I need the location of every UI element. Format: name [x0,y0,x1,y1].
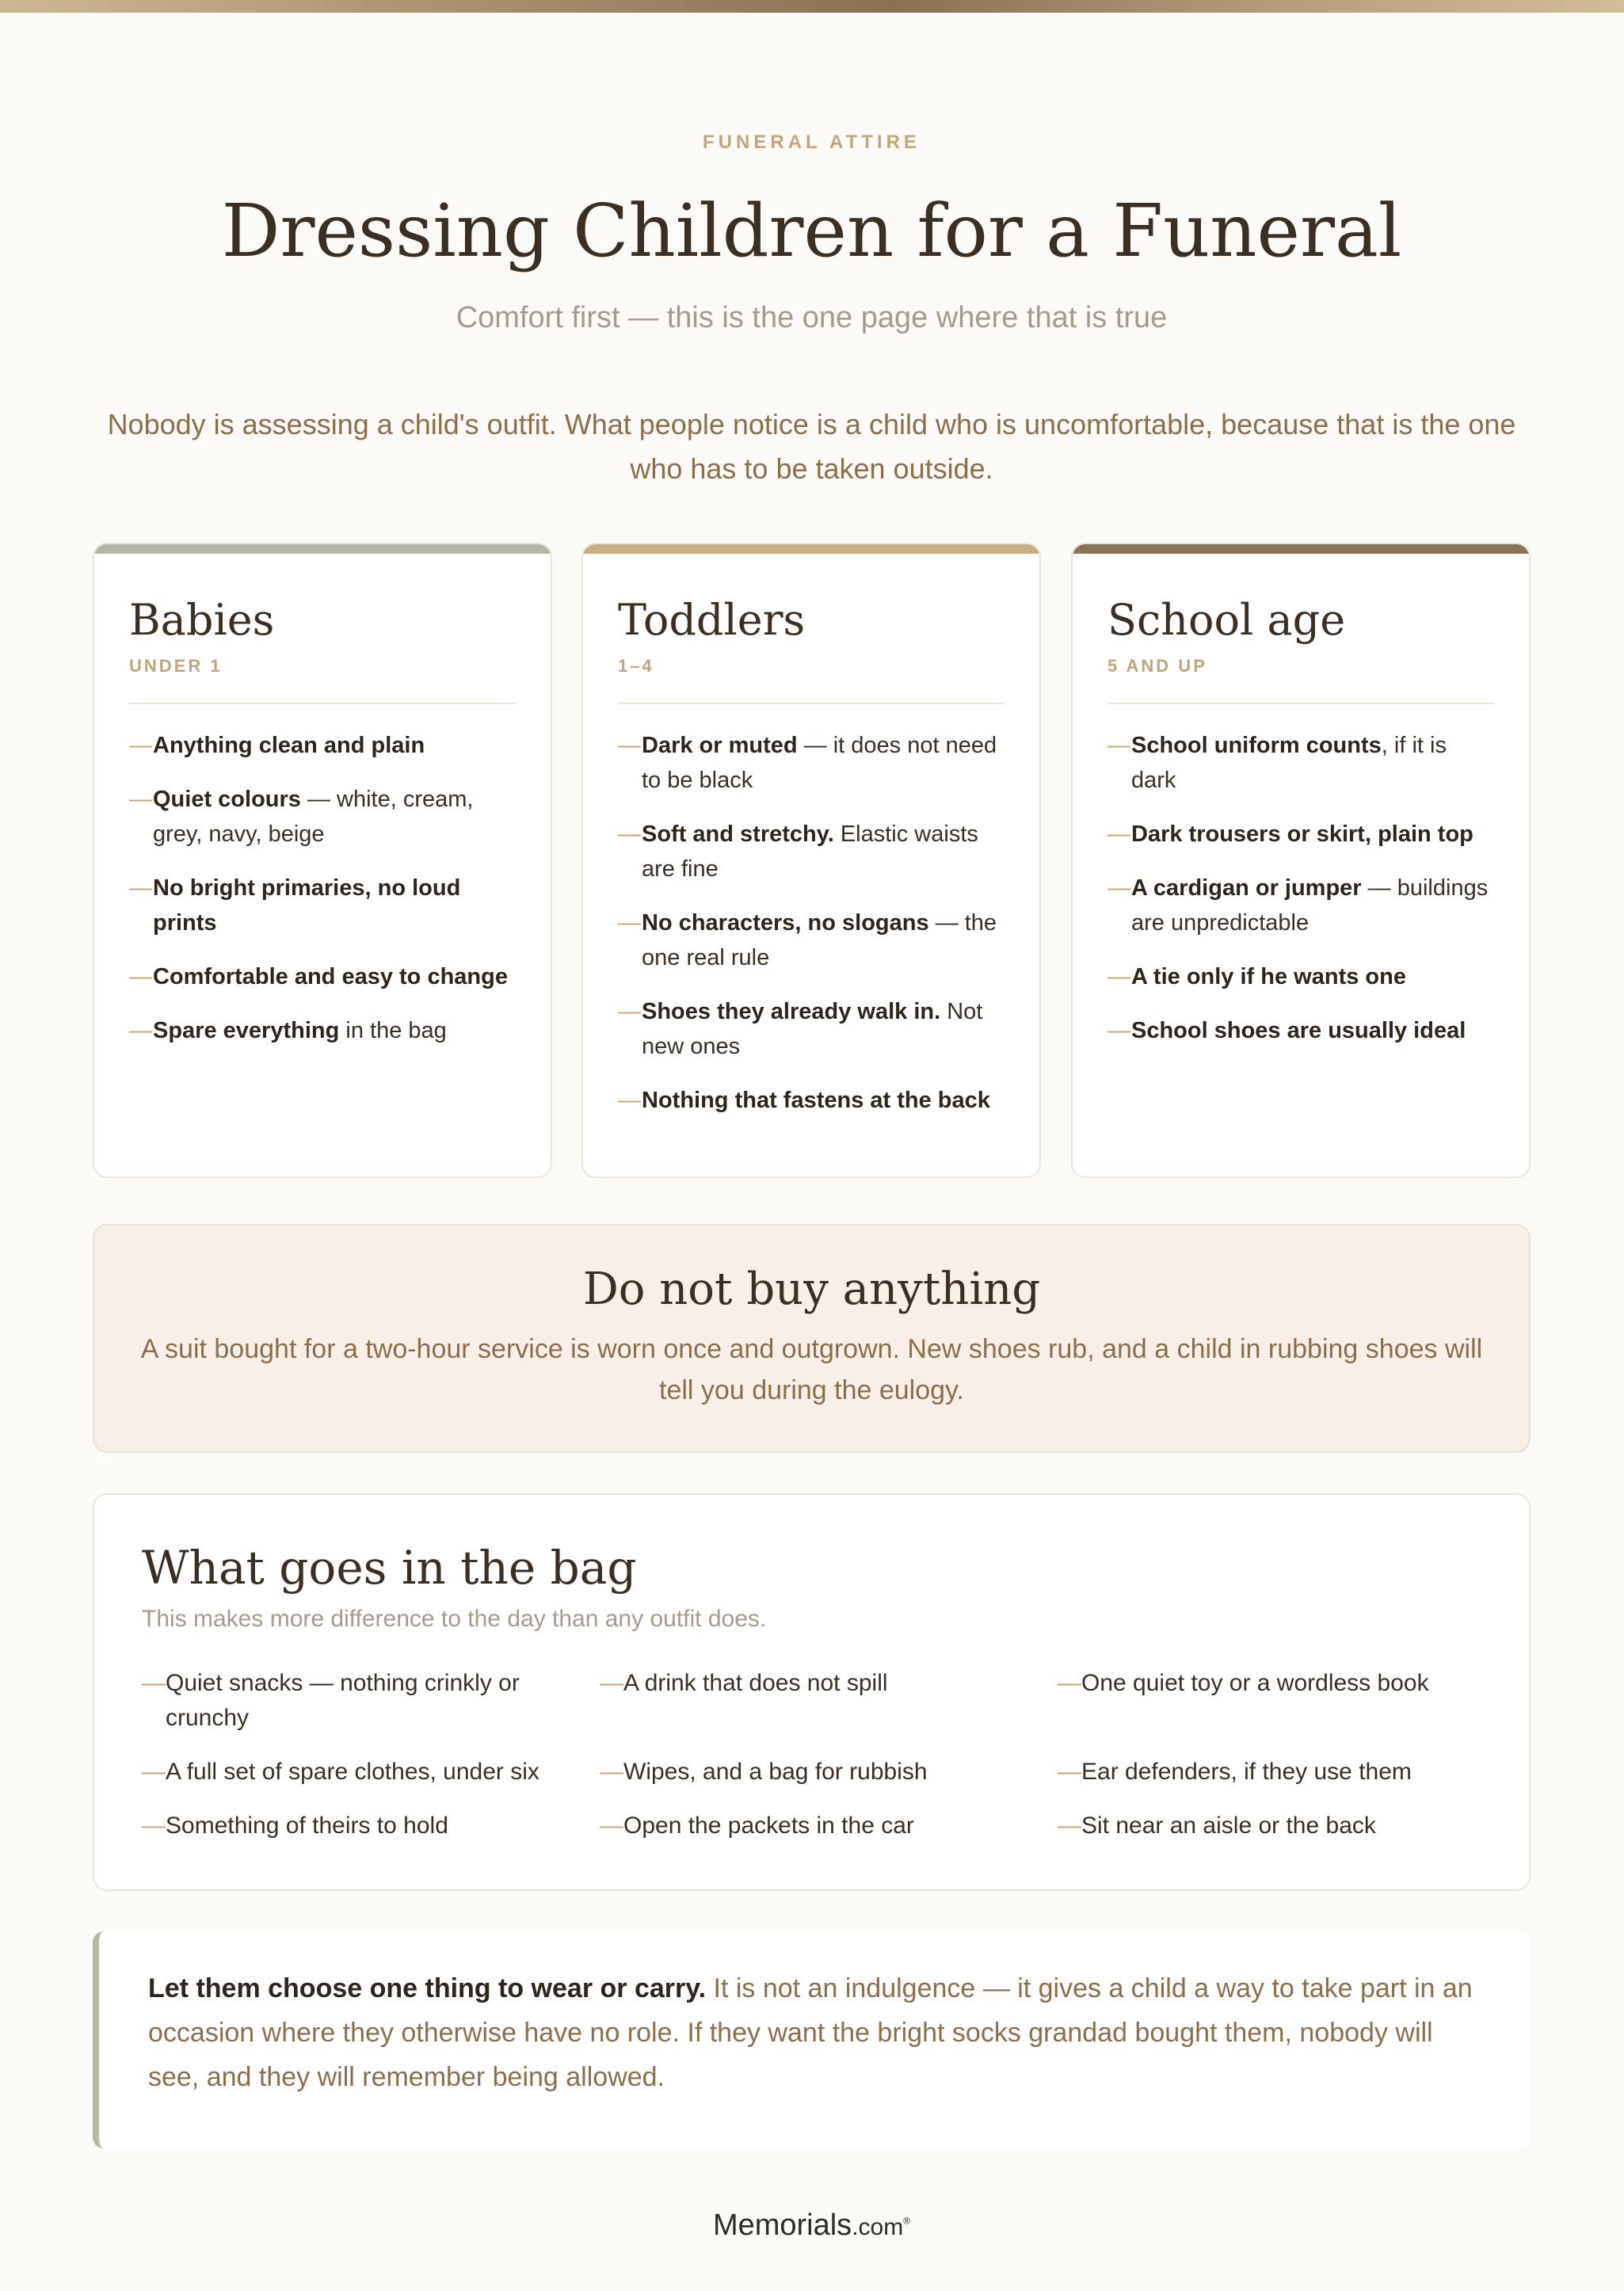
dash-bullet-icon: — [129,875,152,901]
list-item: — Soft and stretchy. Elastic waists are fine [618,817,1008,886]
card-accent-bar [1073,544,1529,554]
top-accent-bar [0,0,1624,13]
dash-bullet-icon: — [600,1670,623,1696]
dash-bullet-icon: — [1107,821,1130,847]
dash-bullet-icon: — [618,1088,641,1113]
card-divider [618,703,1005,704]
list-item: — Quiet snacks — nothing crinkly or crunchy [142,1666,600,1736]
eyebrow-label: FUNERAL ATTIRE [703,132,921,153]
intro-text: Nobody is assessing a child's outfit. What people notice is a child who is uncomfortable, because that is the one who has to be taken outside. [107,408,1516,485]
list-item: — Dark or muted — it does not need to be black [618,728,1008,798]
list-item: — A full set of spare clothes, under six [142,1755,600,1790]
bag-subtitle: This makes more difference to the day than any outfit does. [142,1606,767,1632]
dash-bullet-icon: — [600,1759,623,1785]
bag-items-grid [142,1666,1504,1843]
card-list [129,728,519,1067]
card-accent-bar [583,544,1039,554]
dash-bullet-icon: — [142,1813,166,1839]
dash-bullet-icon: — [129,787,152,812]
list-item: — Something of theirs to hold [142,1809,600,1843]
list-item: — Quiet colours — white, cream, grey, navy, beige [129,782,519,852]
list-item: — Nothing that fastens at the back [618,1083,1008,1118]
page-title: Dressing Children for a Funeral [221,189,1402,273]
list-item: — Ear defenders, if they use them [1058,1755,1504,1790]
list-item: — No bright primaries, no loud prints [129,871,519,940]
dash-bullet-icon: — [129,1018,152,1043]
callout-text: A suit bought for a two-hour service is worn once and outgrown. New shoes rub, and a child in rubbing shoes will tell you during the eulogy. [140,1334,1483,1405]
logo-suffix: .com [852,2214,904,2240]
dash-bullet-icon: — [1107,1018,1130,1043]
list-item: — School uniform counts, if it is dark [1107,728,1497,798]
list-item: — School shoes are usually ideal [1107,1013,1497,1048]
callout-title: Do not buy anything [582,1264,1041,1315]
dash-bullet-icon: — [1107,964,1130,989]
list-item: — Open the packets in the car [600,1809,1058,1843]
card-title: Toddlers [618,595,806,645]
list-item: — Sit near an aisle or the back [1058,1809,1504,1843]
card-list [1107,728,1497,1067]
dash-bullet-icon: — [618,999,641,1024]
dash-bullet-icon: — [142,1670,166,1696]
card-title: Babies [129,595,275,645]
dash-bullet-icon: — [618,910,641,936]
dash-bullet-icon: — [600,1813,623,1839]
list-item: — A tie only if he wants one [1107,959,1497,994]
card-babies [93,543,552,1178]
list-item: — A cardigan or jumper — buildings are unpredictable [1107,871,1497,940]
card-toddlers [581,543,1041,1178]
dash-bullet-icon: — [142,1759,166,1785]
bag-title: What goes in the bag [142,1541,637,1595]
list-item: — One quiet toy or a wordless book [1058,1666,1504,1736]
dash-bullet-icon: — [1058,1670,1081,1696]
list-item: — Spare everything in the bag [129,1013,519,1048]
card-age-label: 1–4 [618,656,654,676]
dash-bullet-icon: — [1107,733,1130,758]
dash-bullet-icon: — [1058,1759,1081,1785]
list-item: — A drink that does not spill [600,1666,1058,1736]
card-divider [129,703,516,704]
card-title: School age [1107,595,1346,645]
card-age-label: UNDER 1 [129,656,223,676]
dash-bullet-icon: — [618,821,641,847]
bag-section [93,1493,1531,1891]
dash-bullet-icon: — [1058,1813,1081,1839]
list-item: — No characters, no slogans — the one real rule [618,905,1008,975]
logo-brand: Memorials [712,2209,852,2242]
list-item: — Anything clean and plain [129,728,519,763]
list-item: — Shoes they already walk in. Not new ones [618,994,1008,1064]
callout-do-not-buy [93,1224,1531,1453]
dash-bullet-icon: — [129,964,152,989]
tip-box [93,1931,1531,2148]
card-age-label: 5 AND UP [1107,656,1207,676]
card-divider [1107,703,1494,704]
dash-bullet-icon: — [129,733,152,758]
list-item: — Wipes, and a bag for rubbish [600,1755,1058,1790]
list-item: — Comfortable and easy to change [129,959,519,994]
logo-registered-mark: ® [903,2215,911,2227]
card-accent-bar [94,544,551,554]
tip-text: Let them choose one thing to wear or carry. It is not an indulgence — it gives a child a way to take part in an occasion where they otherwise have no role. If they want the bright socks grandad bought them, nobody will see, and they will remember being allowed. [148,1973,1473,2092]
dash-bullet-icon: — [1107,875,1130,901]
dash-bullet-icon: — [618,733,641,758]
page-subtitle: Comfort first — this is the one page where that is true [456,301,1168,334]
list-item: — Dark trousers or skirt, plain top [1107,817,1497,852]
card-school-age [1071,543,1531,1178]
memorials-logo[interactable] [93,2209,1531,2243]
card-list [618,728,1008,1137]
